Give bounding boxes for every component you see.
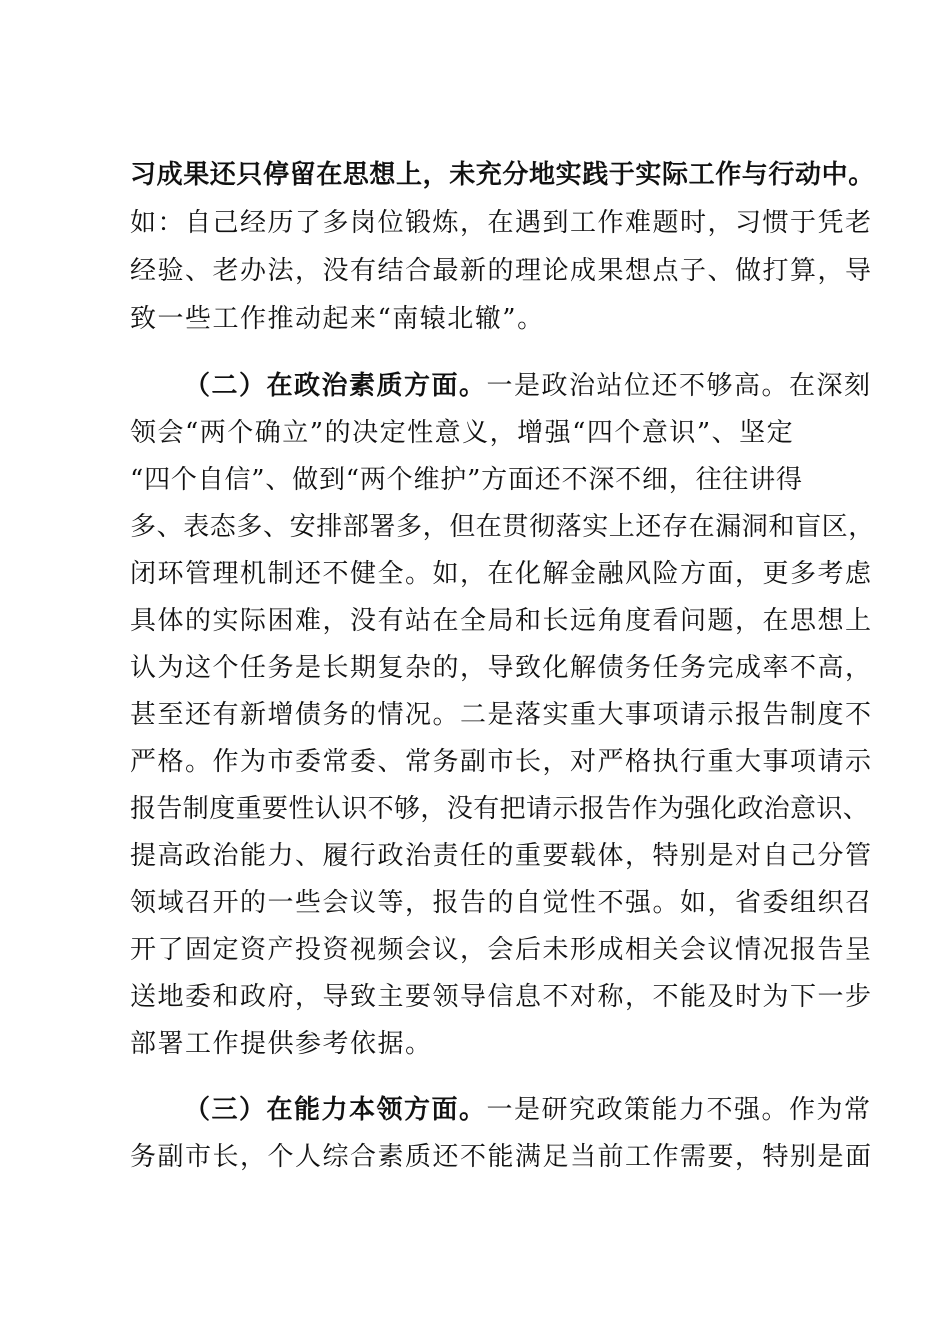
paragraph-line: “四个自信”、做到“两个维护”方面还不深不细，往往讲得 [130, 465, 803, 495]
section-three-text: 一是研究政策能力不强。作为常 [486, 1095, 872, 1125]
paragraph-line: 送地委和政府，导致主要领导信息不对称，不能及时为下一步 [130, 982, 873, 1012]
paragraph-line: 严格。作为市委常委、常务副市长，对严格执行重大事项请示 [130, 747, 873, 777]
paragraph-line: 多、表态多、安排部署多，但在贯彻落实上还存在漏洞和盲区， [130, 512, 875, 542]
paragraph-line: 经验、老办法，没有结合最新的理论成果想点子、做打算，导 [130, 256, 873, 286]
paragraph-line: 开了固定资产投资视频会议，会后未形成相关会议情况报告呈 [130, 935, 873, 965]
paragraph-line: 务副市长，个人综合素质还不能满足当前工作需要，特别是面 [130, 1142, 873, 1172]
paragraph-line: 领会“两个确立”的决定性意义，增强“四个意识”、坚定 [130, 418, 795, 448]
section-two-heading: （二）在政治素质方面。 [184, 371, 487, 401]
paragraph-line: 甚至还有新增债务的情况。二是落实重大事项请示报告制度不 [130, 700, 873, 730]
paragraph-line: 认为这个任务是长期复杂的，导致化解债务任务完成率不高， [130, 653, 873, 683]
paragraph-line: 如：自己经历了多岗位锻炼，在遇到工作难题时，习惯于凭老 [130, 208, 873, 238]
section-two-first-line [184, 369, 872, 403]
paragraph-line: 领域召开的一些会议等，报告的自觉性不强。如，省委组织召 [130, 888, 873, 918]
paragraph-line: 习成果还只停留在思想上，未充分地实践于实际工作与行动中。 [130, 160, 875, 190]
paragraph-line: 闭环管理机制还不健全。如，在化解金融风险方面，更多考虑 [130, 559, 873, 589]
paragraph-line: 具体的实际困难，没有站在全局和长远角度看问题，在思想上 [130, 606, 873, 636]
paragraph-line: 致一些工作推动起来“南辕北辙”。 [130, 304, 545, 334]
section-three-heading: （三）在能力本领方面。 [184, 1095, 487, 1125]
section-two-text: 一是政治站位还不够高。在深刻 [486, 371, 872, 401]
paragraph-line: 报告制度重要性认识不够，没有把请示报告作为强化政治意识、 [130, 794, 870, 824]
paragraph-line: 部署工作提供参考依据。 [130, 1029, 433, 1059]
section-three-first-line [184, 1093, 872, 1127]
paragraph-line: 提高政治能力、履行政治责任的重要载体，特别是对自己分管 [130, 841, 873, 871]
